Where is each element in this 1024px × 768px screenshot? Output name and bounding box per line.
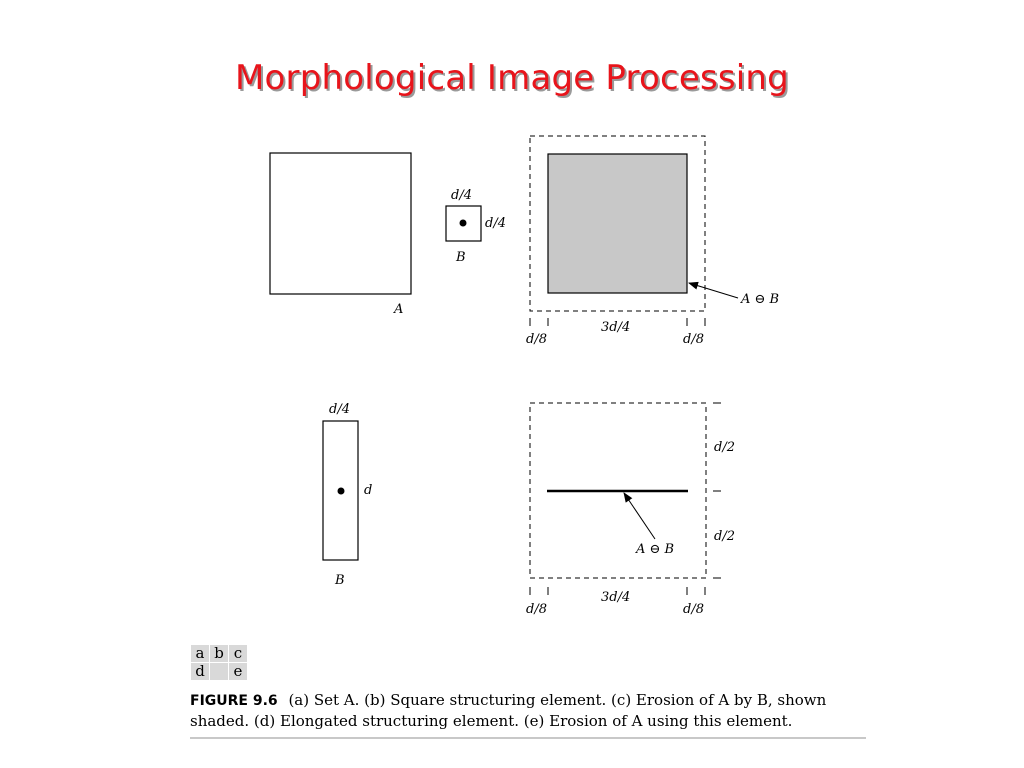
structuring-origin-dot [460,220,467,227]
set-a-label: A [394,302,404,317]
figure-caption [190,690,880,731]
c-mid-dim: 3d/4 [601,320,631,335]
panel-legend-grid [190,644,248,681]
caption-divider [190,737,866,739]
e-mid-dim: 3d/4 [601,590,631,605]
legend-cell [210,663,228,680]
legend-cell: b [210,645,228,662]
d-width-label: d/4 [329,402,350,417]
e-top-dim: d/2 [714,440,735,455]
d-height-label: d [364,483,373,498]
d-name-label: B [335,573,345,588]
c-left-dim: d/8 [526,332,547,347]
b-name-label: B [456,250,466,265]
legend-cell: e [229,663,247,680]
e-side-ticks [713,403,721,578]
erosion-e-label: A ⊖ B [636,542,675,557]
b-height-label: d/4 [485,216,506,231]
erosion-c-arrow [689,283,738,298]
erosion-c-label: A ⊖ B [741,292,780,307]
e-bottom-dim: d/2 [714,529,735,544]
legend-cell: a [191,645,209,662]
set-a-square [270,153,411,294]
c-right-dim: d/8 [683,332,704,347]
caption-text: (a) Set A. (b) Square structuring element. (c) Erosion of A by B, shown shaded. (d) Elongated structuring element. (e) Erosion of A using this element. [190,691,827,730]
legend-cell: d [191,663,209,680]
eroded-region-shaded [548,154,687,293]
slide-title: Morphological Image Processing [235,58,789,98]
e-left-dim: d/8 [526,602,547,617]
erosion-e-arrow [624,493,655,539]
figure-label: FIGURE 9.6 [190,693,278,709]
legend-cell: c [229,645,247,662]
elongated-origin-dot [338,488,345,495]
b-width-label: d/4 [451,188,472,203]
e-right-dim: d/8 [683,602,704,617]
